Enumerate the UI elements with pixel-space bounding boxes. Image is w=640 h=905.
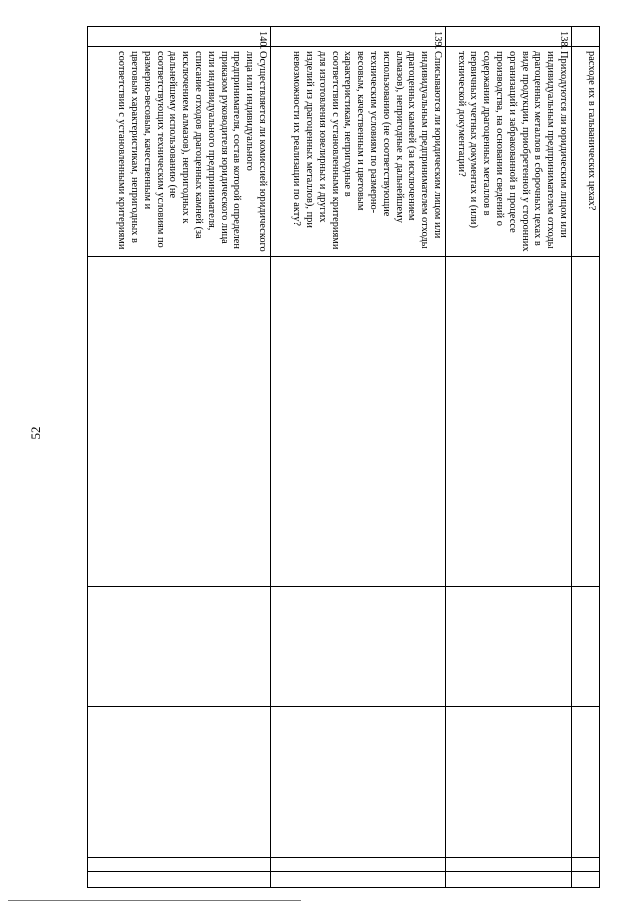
table-row — [271, 27, 446, 888]
empty-cell — [88, 872, 271, 888]
question-text: Списываются ли юридическим лицом или индивидуальным предпринимателем отходы драгоценных камней (за исключением алмазов), непригодные к дальнейшему использованию (не соответствующие техническим условиям по размерно-весовым, качественным и цветовым характеристикам, непригодные в соответствии с установленными критериями для изготовления ювелирных и других изделий из драгоценных металлов), при невозможности их реализации по акту? — [271, 47, 446, 257]
empty-cell — [572, 872, 600, 888]
empty-cell — [88, 858, 271, 872]
row-number — [572, 27, 600, 47]
table-row — [88, 27, 271, 888]
empty-cell — [446, 707, 572, 858]
page-number: 52 — [28, 426, 43, 440]
checklist-table — [87, 26, 600, 888]
row-number: 140. — [88, 27, 271, 47]
empty-cell — [88, 587, 271, 707]
question-text: Приходуются ли юридическим лицом или индивидуальным предпринимателем отходы драгоценных металлов в сборочных цехах в виде продукции, приобретенной у сторонних организаций и забракованной в процессе производства, на основании сведений о содержании драгоценных металлов в первичных учетных документах и (или) технической документации? — [446, 47, 572, 257]
question-text: Осуществляется ли комиссией юридического лица или индивидуального предпринимателя, состав которой определен приказом руководителя юридического лица или индивидуального предпринимателя, списание отходов драгоценных камней (за исключением алмазов), непригодных к дальнейшему использованию (не соответствующих техническим условиям по размерно-весовым, качественным и цветовым характеристикам, непригодных в соответствии с установленными критериями — [88, 47, 271, 257]
empty-cell — [572, 707, 600, 858]
empty-cell — [446, 587, 572, 707]
question-text: расходе их в гальванических цехах? — [572, 47, 600, 257]
scan-edge-line — [8, 900, 301, 901]
empty-cell — [271, 587, 446, 707]
row-number: 138. — [446, 27, 572, 47]
empty-cell — [572, 858, 600, 872]
empty-cell — [572, 257, 600, 587]
empty-cell — [446, 858, 572, 872]
empty-cell — [271, 707, 446, 858]
empty-cell — [88, 707, 271, 858]
empty-cell — [446, 872, 572, 888]
table-row — [572, 27, 600, 888]
row-number: 139. — [271, 27, 446, 47]
empty-cell — [271, 257, 446, 587]
empty-cell — [446, 257, 572, 587]
empty-cell — [88, 257, 271, 587]
empty-cell — [572, 587, 600, 707]
table-row — [446, 27, 572, 888]
empty-cell — [271, 858, 446, 872]
empty-cell — [271, 872, 446, 888]
checklist-table-rotated — [88, 26, 600, 887]
